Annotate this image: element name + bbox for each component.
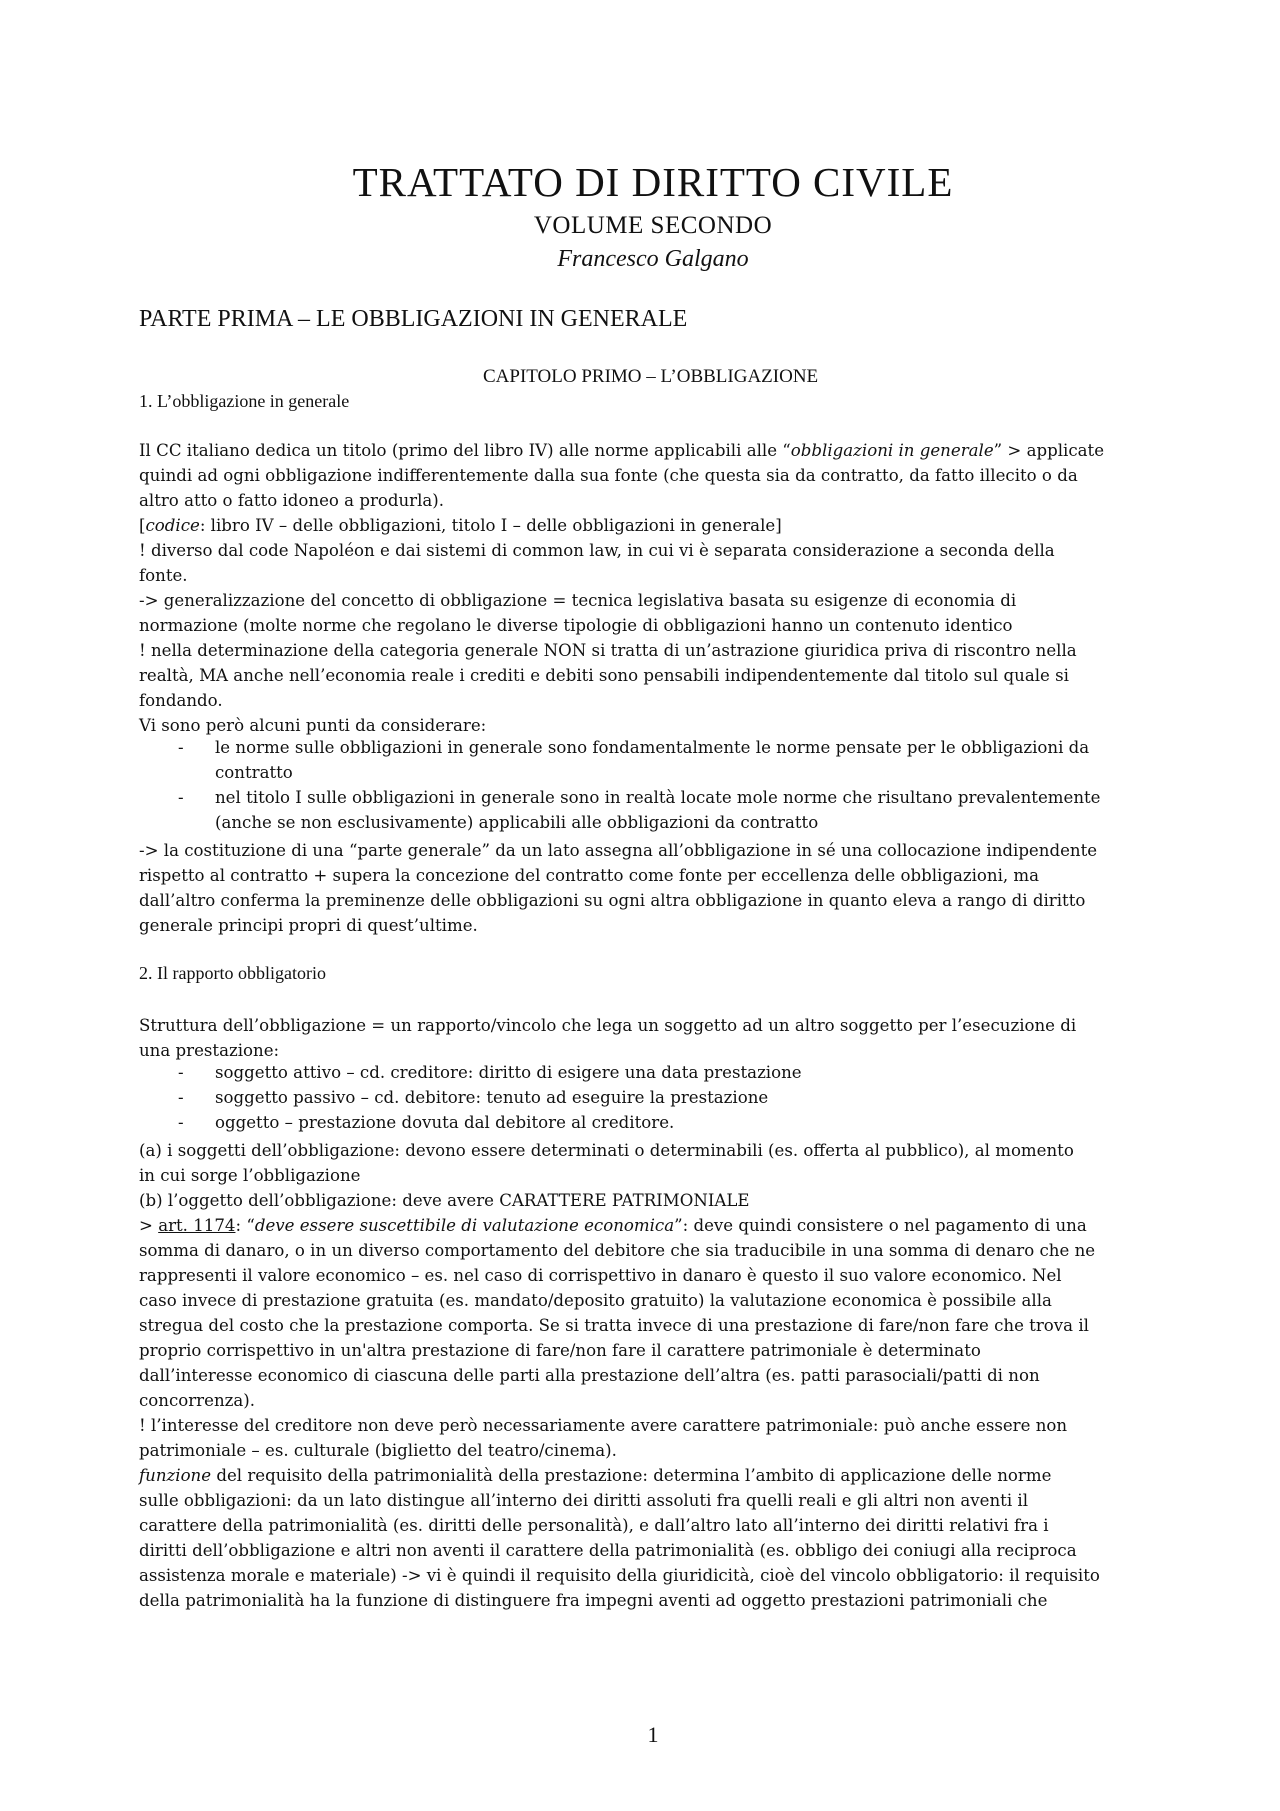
bullet-marker: - (178, 1063, 184, 1082)
text-line: rappresenti il valore economico – es. nel caso di corrispettivo in danaro è questo il suo valore economico. Nel (139, 1266, 1062, 1285)
section-heading-2: 2. Il rapporto obbligatorio (139, 963, 326, 983)
section-heading-1: 1. L’obbligazione in generale (139, 391, 350, 411)
text-line: ! nella determinazione della categoria generale NON si tratta di un’astrazione giuridica priva di riscontro nella (139, 641, 1077, 660)
text-line: assistenza morale e materiale) -> vi è quindi il requisito della giuridicità, cioè del vincolo obbligatorio: il requisito (139, 1566, 1100, 1585)
text-line: normazione (molte norme che regolano le diverse tipologie di obbligazioni hanno un contenuto identico (139, 616, 1013, 635)
text-line: proprio corrispettivo in un'altra prestazione di fare/non fare il carattere patrimoniale è determinato (139, 1341, 981, 1360)
text-line: funzione del requisito della patrimonialità della prestazione: determina l’ambito di applicazione delle norme (139, 1466, 1052, 1485)
text-line: -> generalizzazione del concetto di obbligazione = tecnica legislativa basata su esigenze di economia di (139, 591, 1017, 610)
text-line: Il CC italiano dedica un titolo (primo del libro IV) alle norme applicabili alle “obbligazioni in generale” > applicate (139, 441, 1105, 460)
text-line: altro atto o fatto idoneo a produrla). (139, 491, 445, 510)
document-author: Francesco Galgano (557, 246, 749, 272)
document-title: TRATTATO DI DIRITTO CIVILE (352, 159, 954, 205)
chapter-heading: CAPITOLO PRIMO – L’OBBLIGAZIONE (483, 366, 819, 387)
text-line: concorrenza). (139, 1391, 256, 1410)
bullet-marker: - (178, 1113, 184, 1132)
text-line: carattere della patrimonialità (es. diritti delle personalità), e dall’altro lato all’interno dei diritti relativi fra i (139, 1516, 1049, 1535)
bullet-text: le norme sulle obbligazioni in generale sono fondamentalmente le norme pensate per le obbligazioni da (215, 738, 1090, 757)
bullet-text: oggetto – prestazione dovuta dal debitore al creditore. (215, 1113, 675, 1132)
bullet-text: (anche se non esclusivamente) applicabili alle obbligazioni da contratto (215, 813, 819, 832)
text-line: Vi sono però alcuni punti da considerare: (139, 716, 487, 735)
bullet-text: soggetto passivo – cd. debitore: tenuto ad eseguire la prestazione (215, 1088, 769, 1107)
text-line: diritti dell’obbligazione e altri non aventi il carattere della patrimonialità (es. obbligo dei coniugi alla reciproca (139, 1541, 1077, 1560)
text-line: (b) l’oggetto dell’obbligazione: deve avere CARATTERE PATRIMONIALE (139, 1191, 750, 1210)
text-line: > art. 1174: “deve essere suscettibile di valutazione economica”: deve quindi consistere o nel pagamento di una (139, 1216, 1087, 1235)
bullet-text: nel titolo I sulle obbligazioni in generale sono in realtà locate mole norme che risultano prevalentemente (215, 788, 1101, 807)
text-line: quindi ad ogni obbligazione indifferentemente dalla sua fonte (che questa sia da contratto, da fatto illecito o da (139, 466, 1078, 485)
text-line: stregua del costo che la prestazione comporta. Se si tratta invece di una prestazione di fare/non fare che trova il (139, 1316, 1089, 1335)
text-line: somma di danaro, o in un diverso comportamento del debitore che sia traducibile in una somma di denaro che ne (139, 1241, 1096, 1260)
page-number: 1 (647, 1722, 659, 1747)
part-heading: PARTE PRIMA – LE OBBLIGAZIONI IN GENERALE (139, 306, 688, 332)
bullet-marker: - (178, 1088, 184, 1107)
text-line: rispetto al contratto + supera la concezione del contratto come fonte per eccellenza delle obbligazioni, ma (139, 866, 1040, 885)
article-reference: art. 1174 (158, 1216, 236, 1235)
bullet-text: soggetto attivo – cd. creditore: diritto di esigere una data prestazione (215, 1063, 802, 1082)
bullet-text: contratto (215, 763, 293, 782)
text-line: in cui sorge l’obbligazione (139, 1166, 361, 1185)
text-line: (a) i soggetti dell’obbligazione: devono essere determinati o determinabili (es. offerta al pubblico), al momento (139, 1141, 1074, 1160)
text-line: caso invece di prestazione gratuita (es. mandato/deposito gratuito) la valutazione economica è possibile alla (139, 1291, 1052, 1310)
text-line: della patrimonialità ha la funzione di distinguere fra impegni aventi ad oggetto prestazioni patrimoniali che (139, 1591, 1048, 1610)
text-line: [codice: libro IV – delle obbligazioni, titolo I – delle obbligazioni in generale] (139, 516, 782, 535)
text-line: -> la costituzione di una “parte generale” da un lato assegna all’obbligazione in sé una collocazione indipendente (139, 841, 1098, 860)
text-line: realtà, MA anche nell’economia reale i crediti e debiti sono pensabili indipendentemente dal titolo sul quale si (139, 666, 1069, 685)
document-subtitle: VOLUME SECONDO (533, 212, 773, 239)
text-line: patrimoniale – es. culturale (biglietto del teatro/cinema). (139, 1441, 617, 1460)
text-line: fondando. (139, 691, 223, 710)
text-line: ! diverso dal code Napoléon e dai sistemi di common law, in cui vi è separata considerazione a seconda della (139, 541, 1055, 560)
text-line: dall’altro conferma la preminenze delle obbligazioni su ogni altra obbligazione in quanto eleva a rango di diritto (139, 891, 1086, 910)
bullet-marker: - (178, 788, 184, 807)
text-line: sulle obbligazioni: da un lato distingue all’interno dei diritti assoluti fra quelli reali e gli altri non aventi il (139, 1491, 1029, 1510)
text-line: fonte. (139, 566, 188, 585)
text-line: ! l’interesse del creditore non deve però necessariamente avere carattere patrimoniale: può anche essere non (139, 1416, 1068, 1435)
text-line: Struttura dell’obbligazione = un rapporto/vincolo che lega un soggetto ad un altro soggetto per l’esecuzione di (139, 1016, 1077, 1035)
text-line: dall’interesse economico di ciascuna delle parti alla prestazione dell’altra (es. patti parasociali/patti di non (139, 1366, 1040, 1385)
text-line: una prestazione: (139, 1041, 280, 1060)
bullet-marker: - (178, 738, 184, 757)
text-line: generale principi propri di quest’ultime. (139, 916, 478, 935)
